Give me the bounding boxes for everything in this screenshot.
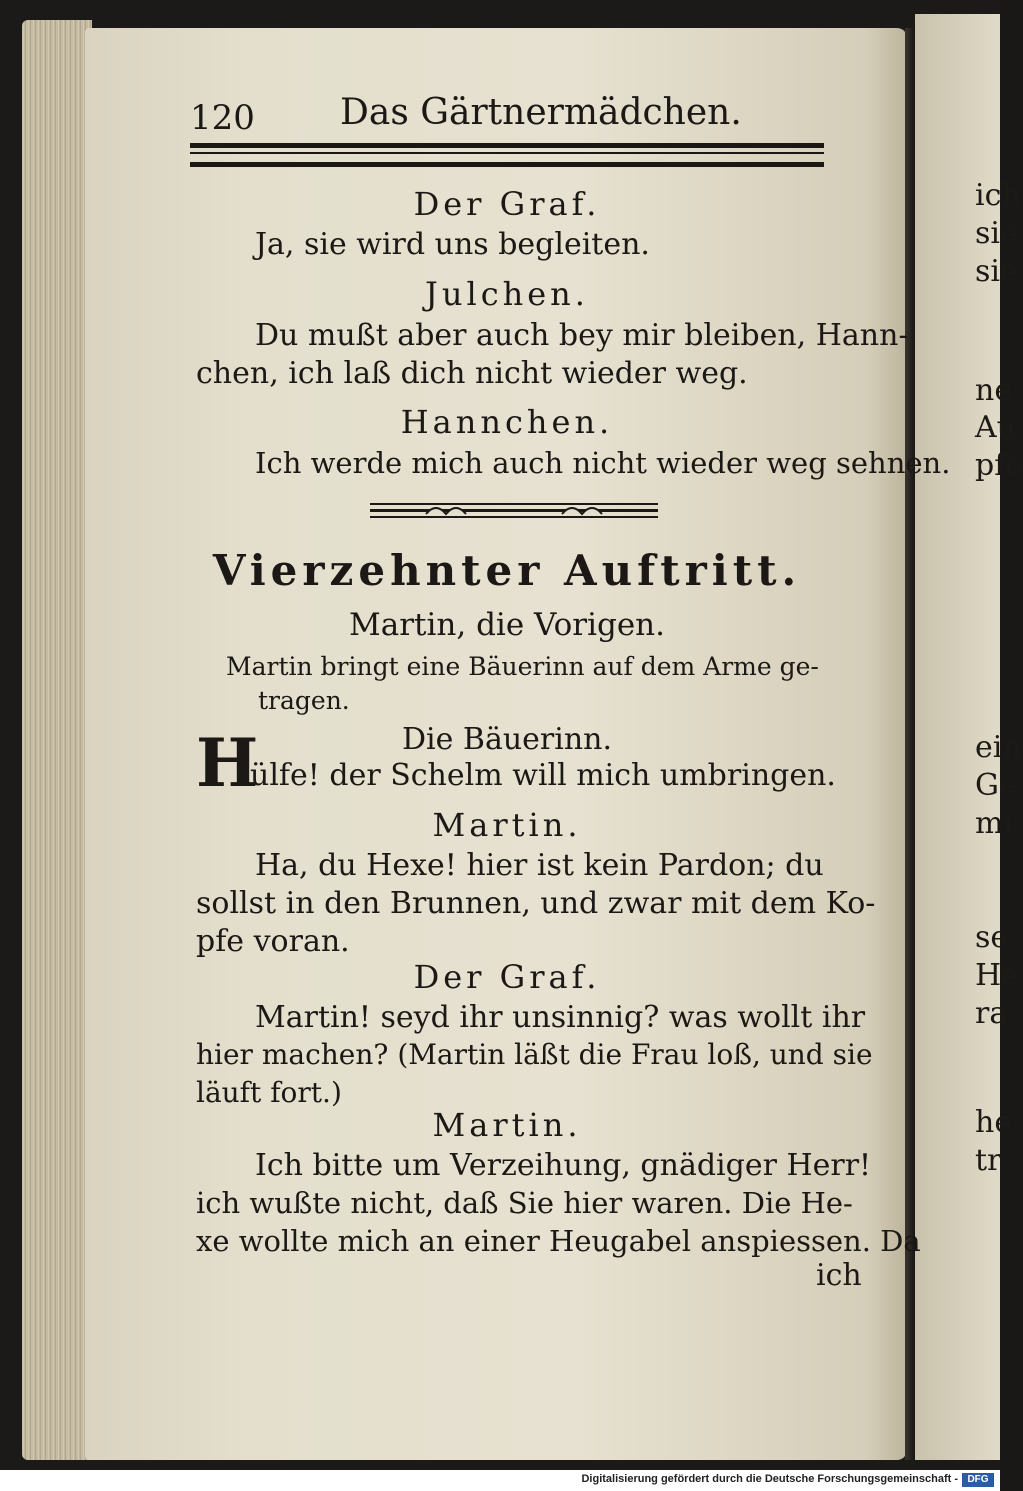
facing-page-fragment: pfe <box>975 448 1023 483</box>
header-rule-top <box>190 143 824 148</box>
dialogue-line: Du mußt aber auch bey mir bleiben, Hann- <box>255 318 909 353</box>
footer-bar <box>0 1470 1000 1491</box>
facing-page-fragment: Ge <box>975 768 1017 803</box>
header-rule-middle <box>190 152 824 154</box>
drop-cap: H <box>196 724 259 802</box>
speaker-der-graf: Der Graf. <box>413 185 601 223</box>
dialogue-line: hier machen? (Martin läßt die Frau loß, und sie <box>196 1038 873 1071</box>
facing-page-fragment: se <box>975 920 1009 955</box>
dialogue-line: ich wußte nicht, daß Sie hier waren. Die He- <box>196 1186 853 1220</box>
dfg-logo: DFG <box>962 1473 994 1487</box>
dialogue-line: läuft fort.) <box>196 1076 342 1109</box>
dialogue-line: Martin! seyd ihr unsinnig? was wollt ihr <box>255 1000 866 1035</box>
facing-page-fragment: sie <box>975 254 1018 289</box>
dialogue-line: xe wollte mich an einer Heugabel anspiessen. Da <box>196 1224 921 1258</box>
speaker-der-graf: Der Graf. <box>413 958 601 996</box>
ornament-divider <box>370 501 658 525</box>
dialogue-line: Ich bitte um Verzeihung, gnädiger Herr! <box>255 1148 872 1183</box>
dialogue-line: Ich werde mich auch nicht wieder weg sehnen. <box>255 446 951 480</box>
facing-page-fragment: ein <box>975 730 1022 765</box>
catchword: ich <box>816 1258 862 1293</box>
dialogue-line: pfe voran. <box>196 924 350 959</box>
scene-persons: Martin, die Vorigen. <box>349 607 665 643</box>
speaker-martin: Martin. <box>432 806 582 844</box>
facing-page-fragment: sie <box>975 216 1018 251</box>
facing-page-fragment: tr <box>975 1143 1002 1178</box>
footer-credit: Digitalisierung gefördert durch die Deutsche Forschungsgemeinschaft - <box>581 1473 958 1485</box>
stage-direction: tragen. <box>258 686 350 715</box>
scene-title: Vierzehnter Auftritt. <box>212 546 802 595</box>
facing-page-fragment: He <box>975 958 1019 993</box>
facing-page-fragment: he <box>975 1105 1013 1140</box>
facing-page-fragment: ne <box>975 373 1013 408</box>
facing-page-fragment: ra <box>975 996 1008 1031</box>
page-number: 120 <box>190 98 255 138</box>
running-title: Das Gärtnermädchen. <box>340 92 742 133</box>
dialogue-line: ülfe! der Schelm will mich umbringen. <box>250 758 836 793</box>
speaker-hannchen: Hannchen. <box>400 403 614 441</box>
dialogue-line: Ja, sie wird uns begleiten. <box>255 227 650 262</box>
stage-direction: Martin bringt eine Bäuerinn auf dem Arme ge- <box>226 652 819 681</box>
header-rule-bottom <box>190 162 824 167</box>
speaker-martin: Martin. <box>432 1106 582 1144</box>
facing-page-fragment: Au <box>975 410 1016 445</box>
dialogue-line: Ha, du Hexe! hier ist kein Pardon; du <box>255 848 824 883</box>
book-page-edges <box>22 20 92 1460</box>
dialogue-line: sollst in den Brunnen, und zwar mit dem Ko- <box>196 886 876 921</box>
speaker-die-baeuerinn: Die Bäuerinn. <box>401 722 613 757</box>
speaker-julchen: Julchen. <box>425 275 589 313</box>
facing-page-fragment: ich <box>975 178 1021 213</box>
dialogue-line: chen, ich laß dich nicht wieder weg. <box>196 356 748 391</box>
facing-page-fragment: mi <box>975 806 1014 841</box>
